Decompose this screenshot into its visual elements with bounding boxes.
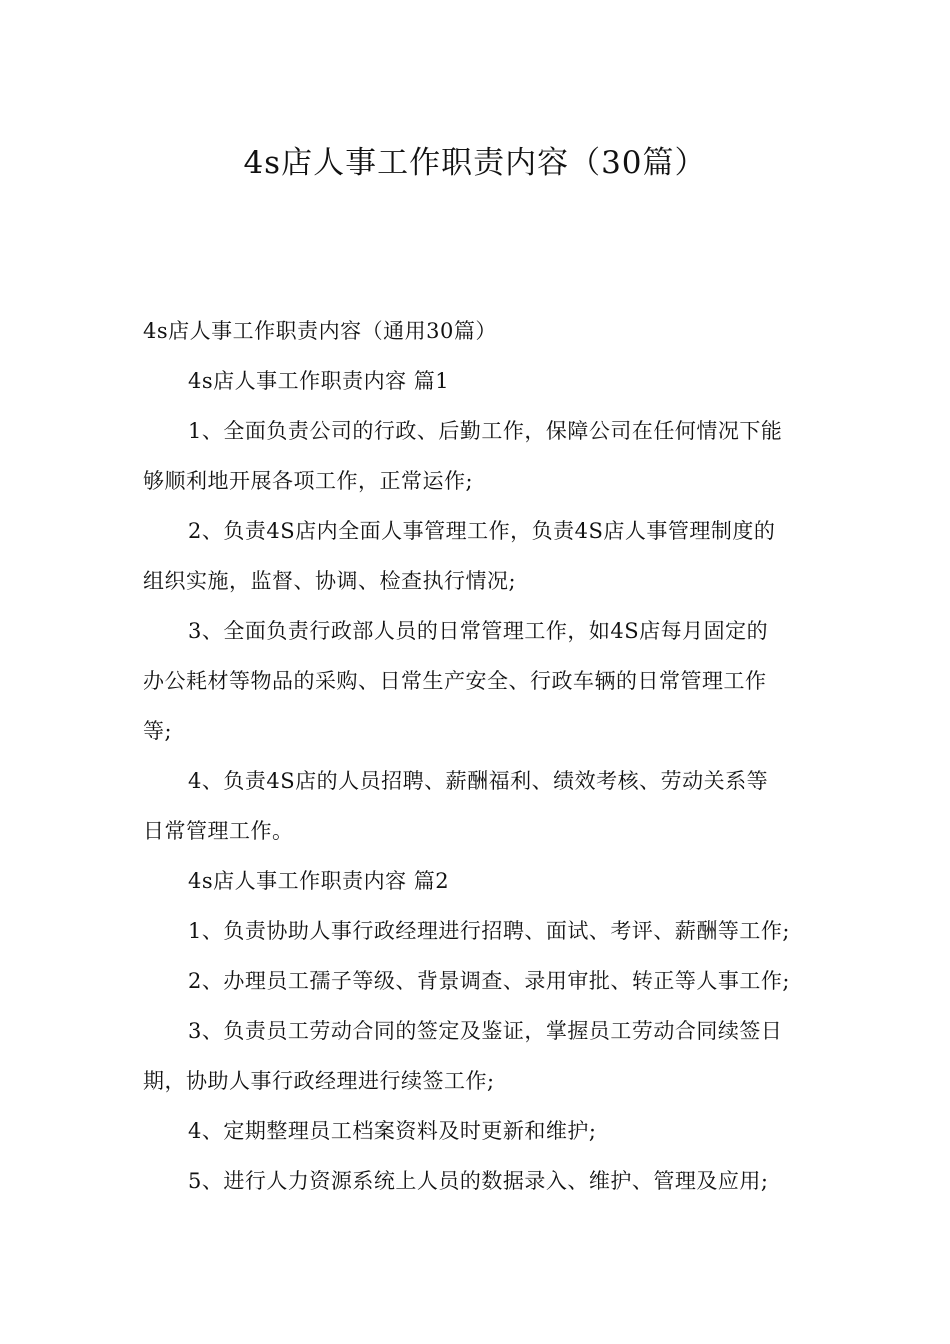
paragraph-line: 3、全面负责行政部人员的日常管理工作，如4S店每月固定的 bbox=[188, 619, 769, 643]
paragraph-line: 4、负责4S店的人员招聘、薪酬福利、绩效考核、劳动关系等 bbox=[188, 769, 769, 793]
paragraph-line: 等; bbox=[143, 719, 173, 743]
document-title: 4s店人事工作职责内容（30篇） bbox=[243, 145, 707, 181]
paragraph-line: 3、负责员工劳动合同的签定及鉴证，掌握员工劳动合同续签日 bbox=[188, 1019, 783, 1043]
paragraph-line: 4s店人事工作职责内容 篇2 bbox=[188, 869, 450, 893]
document-body bbox=[143, 306, 823, 1206]
paragraph-line: 期，协助人事行政经理进行续签工作; bbox=[143, 1069, 495, 1093]
paragraph-line: 4、定期整理员工档案资料及时更新和维护; bbox=[188, 1119, 597, 1143]
paragraph-line: 够顺利地开展各项工作，正常运作; bbox=[143, 469, 474, 493]
paragraph-line: 2、负责4S店内全面人事管理工作，负责4S店人事管理制度的 bbox=[188, 519, 776, 543]
paragraph-line: 办公耗材等物品的采购、日常生产安全、行政车辆的日常管理工作 bbox=[143, 669, 767, 693]
paragraph-line: 1、全面负责公司的行政、后勤工作，保障公司在任何情况下能 bbox=[188, 419, 783, 443]
paragraph-line: 4s店人事工作职责内容（通用30篇） bbox=[143, 319, 497, 343]
paragraph-line: 2、办理员工孺子等级、背景调查、录用审批、转正等人事工作; bbox=[188, 969, 790, 993]
paragraph-line: 日常管理工作。 bbox=[143, 819, 294, 843]
paragraph-line: 5、进行人力资源系统上人员的数据录入、维护、管理及应用; bbox=[188, 1169, 769, 1193]
paragraph-line: 1、负责协助人事行政经理进行招聘、面试、考评、薪酬等工作; bbox=[188, 919, 790, 943]
paragraph-line: 4s店人事工作职责内容 篇1 bbox=[188, 369, 450, 393]
paragraph-line: 组织实施，监督、协调、检查执行情况; bbox=[143, 569, 517, 593]
